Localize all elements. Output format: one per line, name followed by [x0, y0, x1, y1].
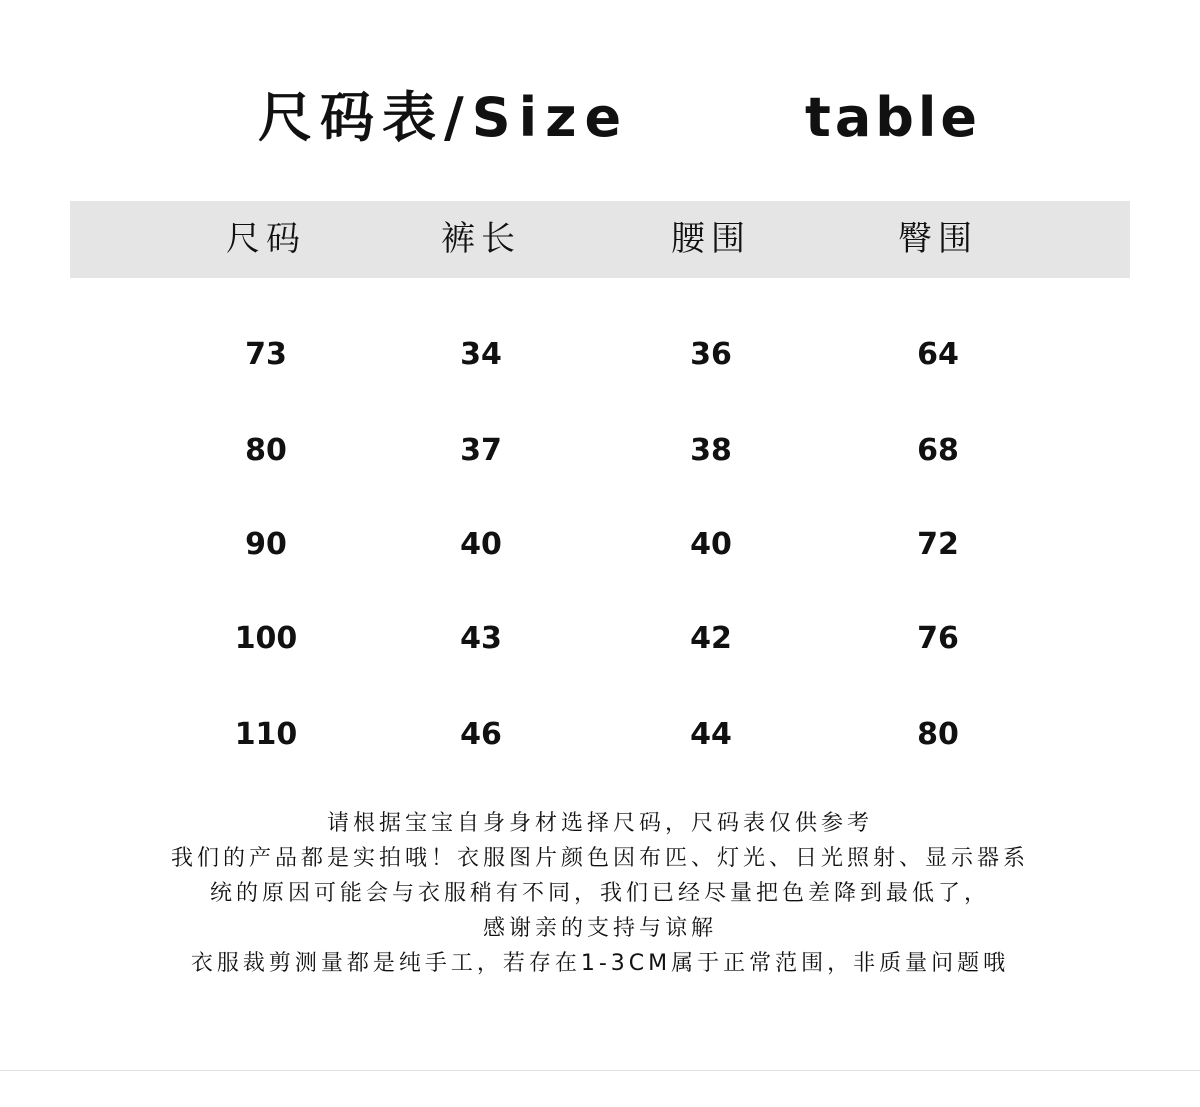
note-line: 我们的产品都是实拍哦！衣服图片颜色因布匹、灯光、日光照射、显示器系 — [170, 846, 1029, 871]
cell-size: 90 — [245, 527, 287, 562]
cell-pants-length: 43 — [460, 621, 502, 656]
header-hip: 臀围 — [898, 219, 978, 259]
divider — [0, 1070, 1200, 1071]
table-row — [0, 520, 1200, 570]
cell-pants-length: 34 — [460, 337, 502, 372]
note-line: 衣服裁剪测量都是纯手工，若存在1-3CM属于正常范围，非质量问题哦 — [190, 951, 1010, 976]
title-table: table — [805, 86, 982, 149]
cell-waist: 42 — [690, 621, 732, 656]
cell-waist: 38 — [690, 433, 732, 468]
cell-hip: 64 — [917, 337, 959, 372]
cell-hip: 68 — [917, 433, 959, 468]
table-row — [0, 614, 1200, 664]
cell-hip: 76 — [917, 621, 959, 656]
table-row — [0, 330, 1200, 380]
cell-pants-length: 46 — [460, 717, 502, 752]
cell-size: 80 — [245, 433, 287, 468]
header-waist: 腰围 — [671, 219, 751, 259]
cell-hip: 72 — [917, 527, 959, 562]
table-row — [0, 710, 1200, 760]
title-size-chart: 尺码表/Size — [258, 86, 630, 149]
cell-size: 100 — [234, 621, 298, 656]
cell-size: 73 — [245, 337, 287, 372]
cell-waist: 36 — [690, 337, 732, 372]
cell-waist: 40 — [690, 527, 732, 562]
table-header — [70, 201, 1130, 278]
note-line: 统的原因可能会与衣服稍有不同，我们已经尽量把色差降到最低了， — [209, 881, 990, 906]
header-pants-length: 裤长 — [441, 219, 521, 259]
cell-pants-length: 40 — [460, 527, 502, 562]
cell-size: 110 — [234, 717, 298, 752]
cell-waist: 44 — [690, 717, 732, 752]
header-size: 尺码 — [226, 219, 306, 259]
cell-pants-length: 37 — [460, 433, 502, 468]
notes-block — [0, 806, 1200, 981]
note-line: 感谢亲的支持与谅解 — [482, 916, 717, 941]
table-row — [0, 426, 1200, 476]
cell-hip: 80 — [917, 717, 959, 752]
note-line: 请根据宝宝自身身材选择尺码，尺码表仅供参考 — [326, 811, 873, 836]
